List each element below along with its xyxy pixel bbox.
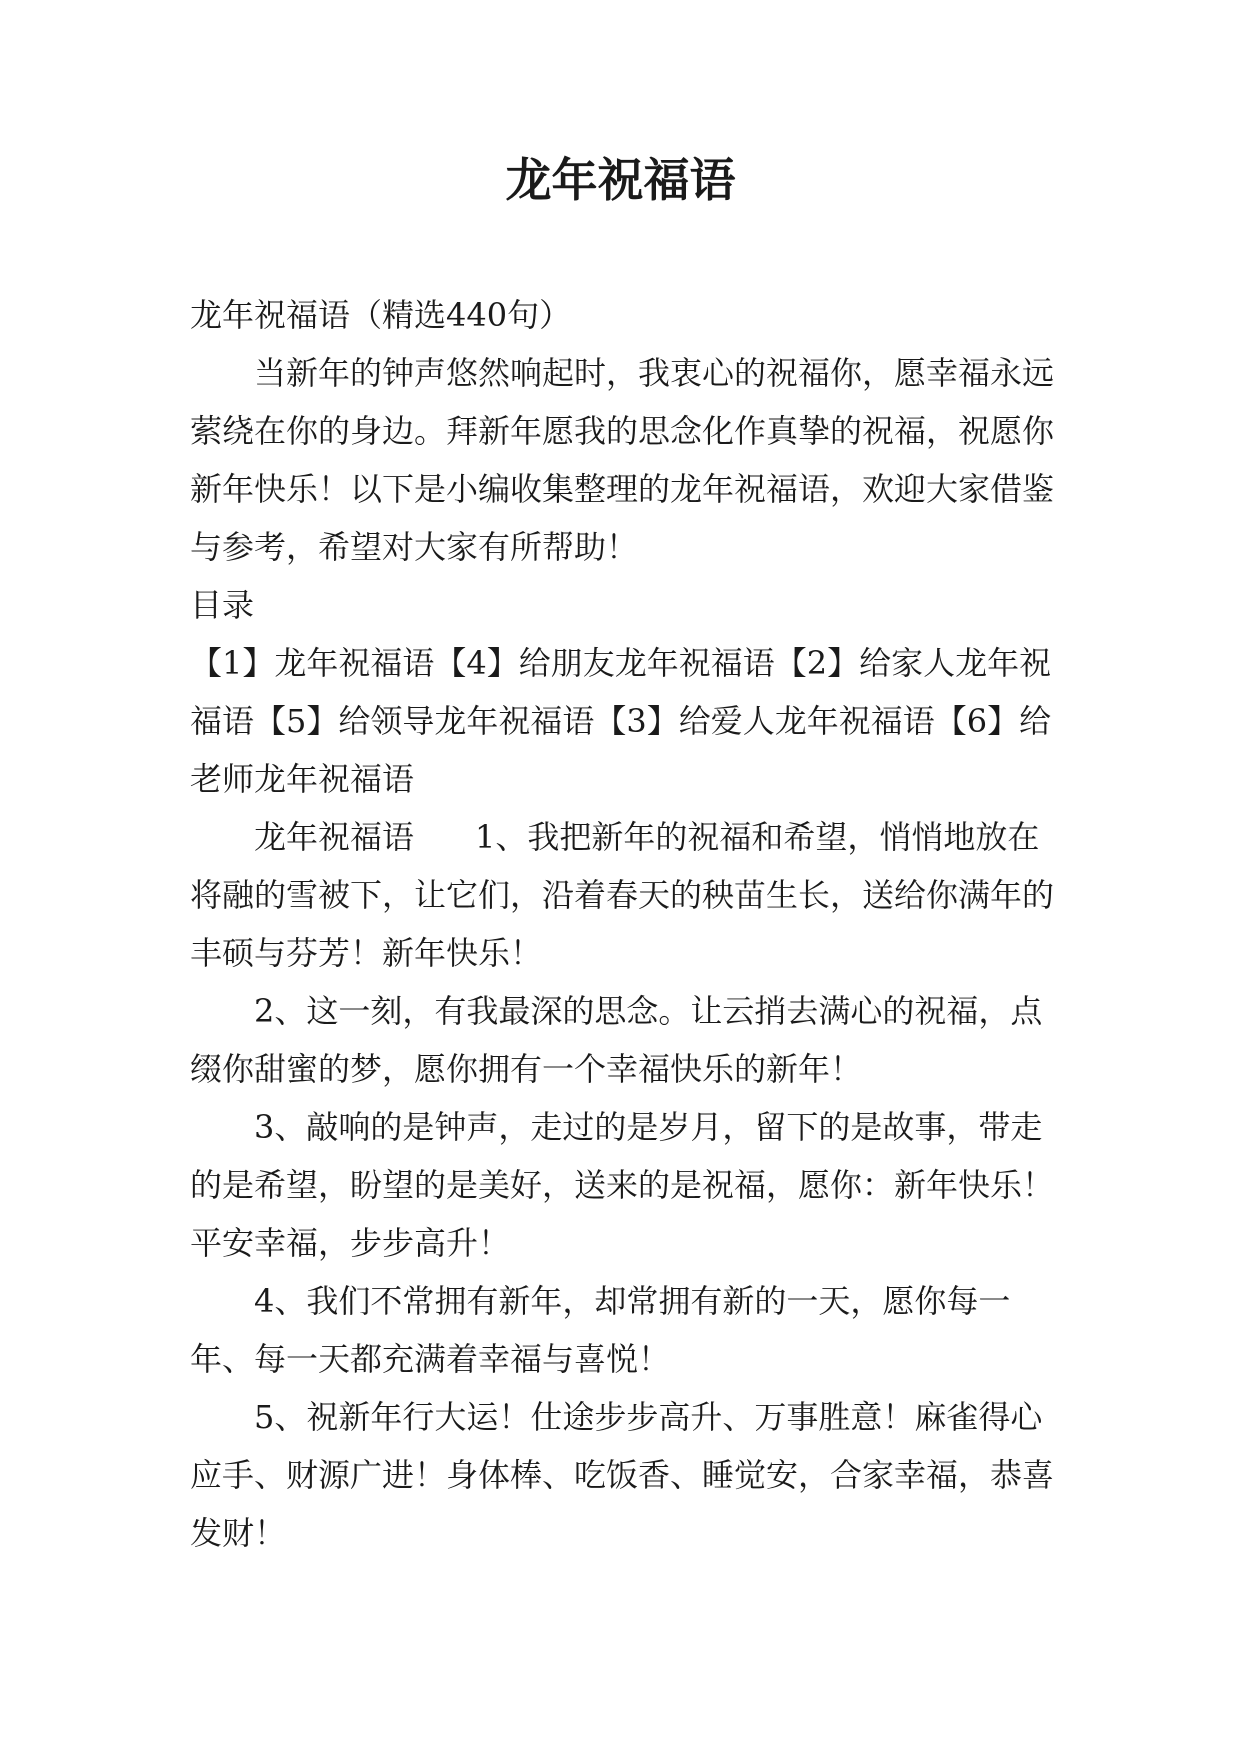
- blessing-paragraph: 5、祝新年行大运！仕途步步高升、万事胜意！麻雀得心应手、财源广进！身体棒、吃饭香、睡觉安，合家幸福，恭喜发财！: [190, 1398, 1055, 1552]
- blessing-paragraph: 3、敲响的是钟声，走过的是岁月，留下的是故事，带走的是希望，盼望的是美好，送来的是祝福，愿你：新年快乐！平安幸福，步步高升！: [190, 1108, 1055, 1262]
- toc-list: 【1】龙年祝福语【4】给朋友龙年祝福语【2】给家人龙年祝福语【5】给领导龙年祝福语【3】给爱人龙年祝福语【6】给老师龙年祝福语: [190, 644, 1052, 798]
- document-title: 龙年祝福语: [505, 153, 736, 207]
- blessing-paragraph: 4、我们不常拥有新年，却常拥有新的一天，愿你每一年、每一天都充满着幸福与喜悦！: [190, 1282, 1011, 1378]
- intro-paragraph: 当新年的钟声悠然响起时，我衷心的祝福你，愿幸福永远萦绕在你的身边。拜新年愿我的思念化作真挚的祝福，祝愿你新年快乐！以下是小编收集整理的龙年祝福语，欢迎大家借鉴与参考，希望对大家有所帮助！: [190, 354, 1055, 566]
- blessing-paragraph: 2、这一刻，有我最深的思念。让云捎去满心的祝福，点缀你甜蜜的梦，愿你拥有一个幸福快乐的新年！: [190, 992, 1043, 1088]
- blessing-paragraph: 龙年祝福语 1、我把新年的祝福和希望，悄悄地放在将融的雪被下，让它们，沿着春天的秧苗生长，送给你满年的丰硕与芬芳！新年快乐！: [190, 818, 1055, 972]
- toc-heading: 目录: [190, 586, 255, 624]
- document-subtitle: 龙年祝福语（精选440句）: [190, 296, 572, 334]
- document-body: [190, 286, 1070, 1562]
